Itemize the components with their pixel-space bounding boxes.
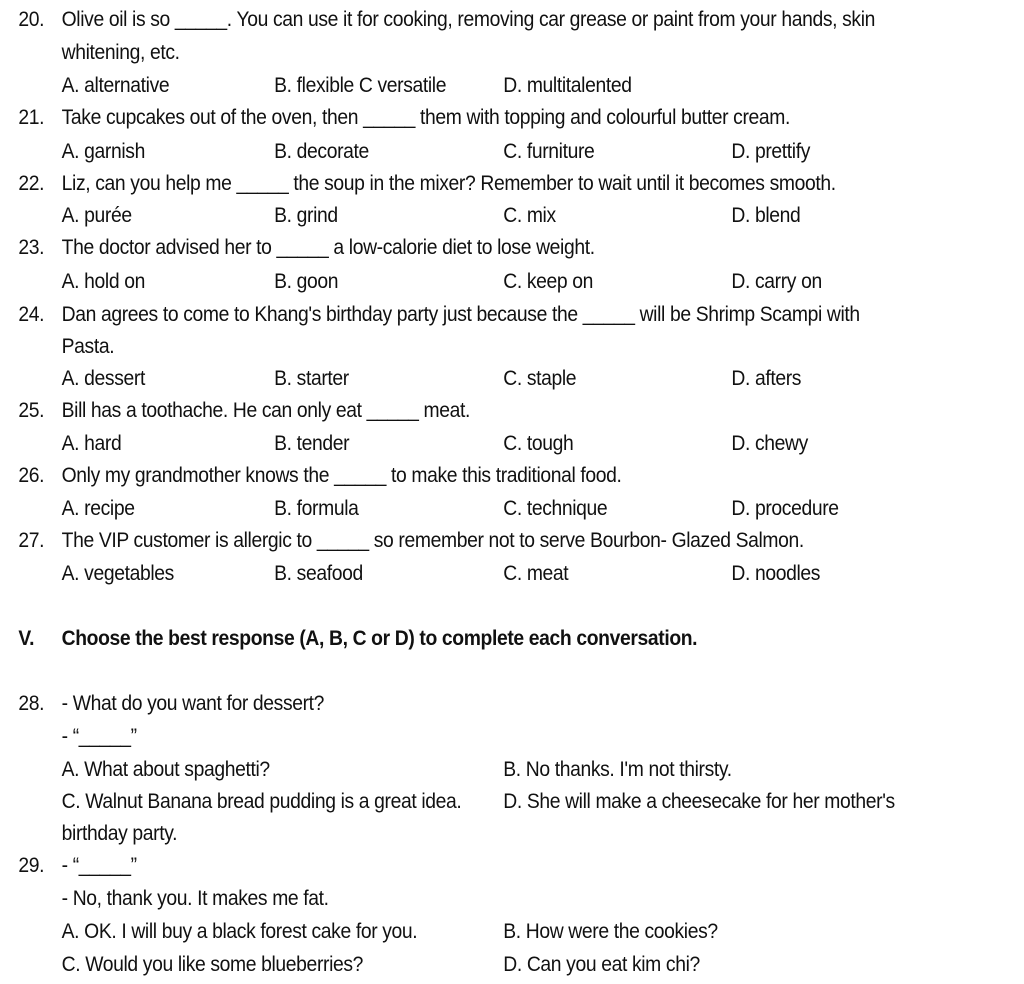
option-d: D. chewy bbox=[731, 432, 808, 455]
question-number: 29. bbox=[18, 854, 45, 877]
option-d: D. She will make a cheesecake for her mother's bbox=[503, 790, 895, 813]
question-stem: Only my grandmother knows the _____ to make this traditional food. bbox=[61, 464, 622, 487]
option-c: C. tough bbox=[503, 432, 574, 455]
option-d: D. Can you eat kim chi? bbox=[503, 953, 700, 976]
question-number: 26. bbox=[18, 464, 45, 487]
option-d: D. afters bbox=[731, 367, 802, 390]
option-a: A. OK. I will buy a black forest cake for you. bbox=[61, 920, 418, 943]
option-b: B. formula bbox=[274, 497, 359, 520]
option-d-continued: birthday party. bbox=[61, 822, 178, 845]
option-b: B. goon bbox=[274, 270, 339, 293]
question-stem: Olive oil is so _____. You can use it for cooking, removing car grease or paint from your hands, skin bbox=[61, 8, 876, 31]
option-b: B. grind bbox=[274, 204, 338, 227]
question-stem-continued: Pasta. bbox=[61, 335, 115, 358]
option-c: C. furniture bbox=[503, 140, 595, 163]
option-c: C. meat bbox=[503, 562, 569, 585]
option-a: A. garnish bbox=[61, 140, 145, 163]
question-number: 25. bbox=[18, 399, 45, 422]
option-a: A. recipe bbox=[61, 497, 135, 520]
option-b: B. starter bbox=[274, 367, 349, 390]
question-stem: Liz, can you help me _____ the soup in the mixer? Remember to wait until it becomes smooth. bbox=[61, 172, 836, 195]
option-a: A. alternative bbox=[61, 74, 170, 97]
question-number: 20. bbox=[18, 8, 45, 31]
option-b: B. tender bbox=[274, 432, 350, 455]
option-c: C. technique bbox=[503, 497, 608, 520]
option-a: A. purée bbox=[61, 204, 132, 227]
section-title: Choose the best response (A, B, C or D) to complete each conversation. bbox=[61, 627, 698, 650]
option-c: C. keep on bbox=[503, 270, 594, 293]
question-number: 28. bbox=[18, 692, 45, 715]
option-b: B. No thanks. I'm not thirsty. bbox=[503, 758, 732, 781]
option-d: D. procedure bbox=[731, 497, 839, 520]
section-number: V. bbox=[18, 627, 35, 650]
dialogue-blank: - “_____” bbox=[61, 725, 137, 748]
option-c: C. Walnut Banana bread pudding is a great idea. bbox=[61, 790, 462, 813]
question-stem-continued: whitening, etc. bbox=[61, 41, 180, 64]
dialogue-line: - What do you want for dessert? bbox=[61, 692, 325, 715]
question-stem: Dan agrees to come to Khang's birthday party just because the _____ will be Shrimp Scampi with bbox=[61, 303, 860, 326]
option-d: D. noodles bbox=[731, 562, 821, 585]
option-c: C. Would you like some blueberries? bbox=[61, 953, 364, 976]
dialogue-line: - No, thank you. It makes me fat. bbox=[61, 887, 329, 910]
question-stem: Take cupcakes out of the oven, then _____ them with topping and colourful butter cream. bbox=[61, 106, 791, 129]
option-d: D. multitalented bbox=[503, 74, 632, 97]
option-a: A. What about spaghetti? bbox=[61, 758, 270, 781]
option-a: A. hold on bbox=[61, 270, 145, 293]
option-b: B. How were the cookies? bbox=[503, 920, 718, 943]
option-c: C. mix bbox=[503, 204, 556, 227]
option-b-c: B. flexible C versatile bbox=[274, 74, 447, 97]
option-a: A. dessert bbox=[61, 367, 145, 390]
question-stem: The doctor advised her to _____ a low-calorie diet to lose weight. bbox=[61, 236, 595, 259]
question-stem: Bill has a toothache. He can only eat _____ meat. bbox=[61, 399, 471, 422]
question-number: 22. bbox=[18, 172, 45, 195]
option-c: C. staple bbox=[503, 367, 577, 390]
dialogue-blank: - “_____” bbox=[61, 854, 137, 877]
option-d: D. blend bbox=[731, 204, 801, 227]
option-d: D. prettify bbox=[731, 140, 811, 163]
question-number: 23. bbox=[18, 236, 45, 259]
option-d: D. carry on bbox=[731, 270, 822, 293]
option-a: A. vegetables bbox=[61, 562, 174, 585]
option-b: B. seafood bbox=[274, 562, 363, 585]
question-number: 21. bbox=[18, 106, 45, 129]
option-a: A. hard bbox=[61, 432, 122, 455]
option-b: B. decorate bbox=[274, 140, 369, 163]
question-number: 27. bbox=[18, 529, 45, 552]
question-stem: The VIP customer is allergic to _____ so remember not to serve Bourbon- Glazed Salmon. bbox=[61, 529, 804, 552]
question-number: 24. bbox=[18, 303, 45, 326]
